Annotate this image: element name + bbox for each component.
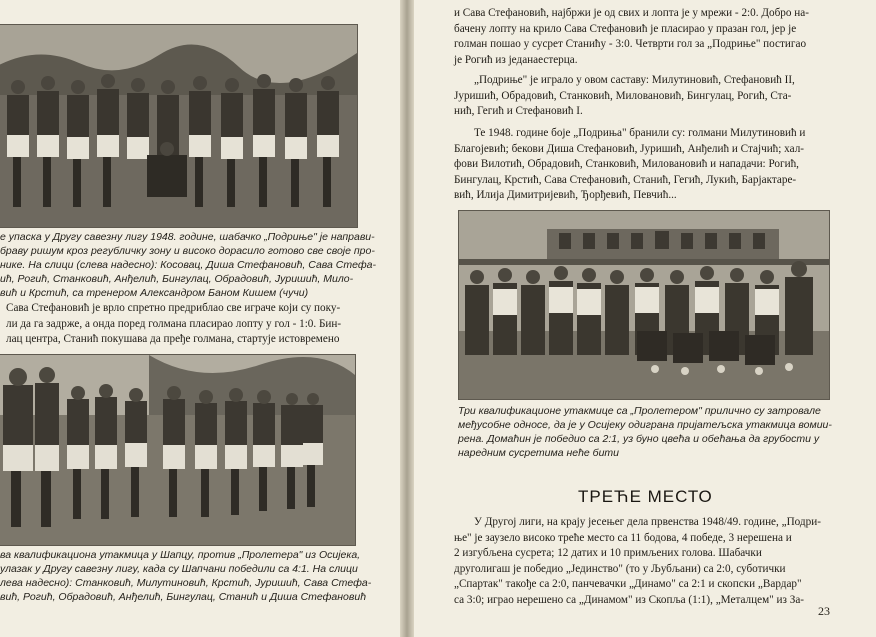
caption-line: наредним сусретима неће бити: [458, 447, 619, 459]
proleter-photo-caption: [458, 404, 832, 460]
qualifier-match-photo-image: [0, 355, 355, 545]
team-photo-1948: [0, 24, 358, 228]
body-line: ли да га задрже, а онда поред голмана пласирао лопту у гол - 1:0. Бин-: [6, 317, 342, 330]
lineup-paragraph: [454, 73, 795, 120]
body-line: голман пошао у сусрет Станићу - 3:0. Четврти гол за „Подриње" постигао: [454, 38, 807, 51]
photo-1948-caption: [0, 230, 376, 300]
body-line: са 3:0; играо нерешено са „Динамом" из Скопља (1:1), „Металцем" из За-: [454, 593, 805, 606]
section-heading: ТРЕЋЕ МЕСТО: [578, 487, 713, 506]
right-intro-text: [454, 6, 809, 68]
body-line: „Подриње" је играло у овом саставу: Милутиновић, Стефановић II,: [474, 74, 795, 86]
caption-line: рена. Домаћин је победио са 2:1, уз буно цвећа и обећања да грубости у: [458, 433, 820, 445]
qualifier-match-photo: [0, 354, 356, 546]
caption-line: међусобне односе, да је у Осијеку одиграна пријатељска утакмица вомии-: [458, 419, 832, 431]
body-line: лац центра, Станић покушава да пређе голмана, стартује истовремено: [6, 333, 340, 346]
third-place-paragraph: [454, 515, 821, 609]
caption-line: нике. На слици (слева надесно): Косовац, Диша Стефановић, Сава Стефа-: [0, 259, 376, 271]
left-body-text: [6, 301, 341, 348]
body-line: 2 изгубљена сусрета; 12 датих и 10 примљених голова. Шабачки: [454, 547, 762, 560]
qualifier-match-caption: [0, 548, 371, 604]
team-photo-1948-image: [0, 25, 357, 227]
body-line: У Другој лиги, на крају јесењег дела првенства 1948/49. године, „Подри-: [474, 516, 821, 528]
body-line: Благојевић; бекови Диша Стефановић, Јуришић, Анђелић и Стајчић; хал-: [454, 142, 805, 155]
body-line: бачену лопту на крило Сава Стефановић је пласирао у празан гол, јер је: [454, 22, 797, 35]
body-line: Сава Стефановић је врло спретно предриблао све играче који су поку-: [6, 302, 341, 314]
squad-paragraph: [454, 126, 805, 204]
caption-line: ић, Рогић, Станковић, Анђелић, Бингулац, Обрадовић, Јуришић, Мило-: [0, 273, 354, 285]
body-line: „Спартак" такође са 2:0, панчевачки „Динамо" са 2:1 и скопски „Вардар": [454, 578, 802, 591]
caption-line: вић и Крстић, са тренером Александром Баном Кишем (чучи): [0, 287, 309, 299]
book-gutter: [400, 0, 414, 637]
right-page: [414, 0, 876, 637]
body-line: друголигаш је победио „Јединство" (то у Љубљани) са 2:0, суботички: [454, 562, 786, 575]
caption-line: Три квалификационе утакмице са „Пролетером" прилично су затровале: [458, 405, 821, 417]
caption-line: лева надесно): Станковић, Милутиновић, Крстић, Јуришић, Сава Стефа-: [0, 577, 372, 589]
page-number: 23: [818, 604, 830, 618]
body-line: вић, Илија Димитријевић, Ђорђевић, Певчић...: [454, 189, 677, 202]
left-page: [0, 0, 400, 637]
body-line: и Сава Стефановић, најбржи је од свих и лопта је у мрежи - 2:0. Добро на-: [454, 7, 809, 19]
caption-line: ва квалификациона утакмица у Шапцу, против „Пролетера" из Осијека,: [0, 549, 361, 561]
caption-line: браву ришум кроз регубличку зону и високо дорасило готово све своје про-: [0, 245, 375, 257]
proleter-match-photo: [458, 210, 830, 400]
body-line: нић, Гегић и Стефановић I.: [454, 105, 583, 118]
caption-line: вић, Рогић, Обрадовић, Анђелић, Бингулац, Станић и Диша Стефановић: [0, 591, 367, 603]
body-line: Бингулац, Крстић, Сава Стефановић, Станић, Гегић, Лукић, Барјактаре-: [454, 173, 797, 186]
caption-line: улазак у Другу савезну лигу, када су Шапчани победили са 4:1. На слици: [0, 563, 358, 575]
body-line: Те 1948. године боје „Подриња" бранили су: голмани Милутиновић и: [474, 127, 806, 139]
body-line: ње" је заузело високо треће место са 11 бодова, 4 победе, 3 нерешена и: [454, 531, 792, 544]
body-line: Јуришић, Обрадовић, Станковић, Миловановић, Бингулац, Рогић, Ста-: [454, 89, 792, 102]
caption-line: е упаска у Другу савезну лигу 1948. године, шабачко „Подриње" је направи-: [0, 231, 375, 243]
proleter-match-photo-image: [459, 211, 829, 399]
body-line: фови Вилотић, Обрадовић, Станковић, Миловановић и нападачи: Рогић,: [454, 158, 799, 171]
body-line: је Рогић из једанаестерца.: [454, 53, 578, 66]
